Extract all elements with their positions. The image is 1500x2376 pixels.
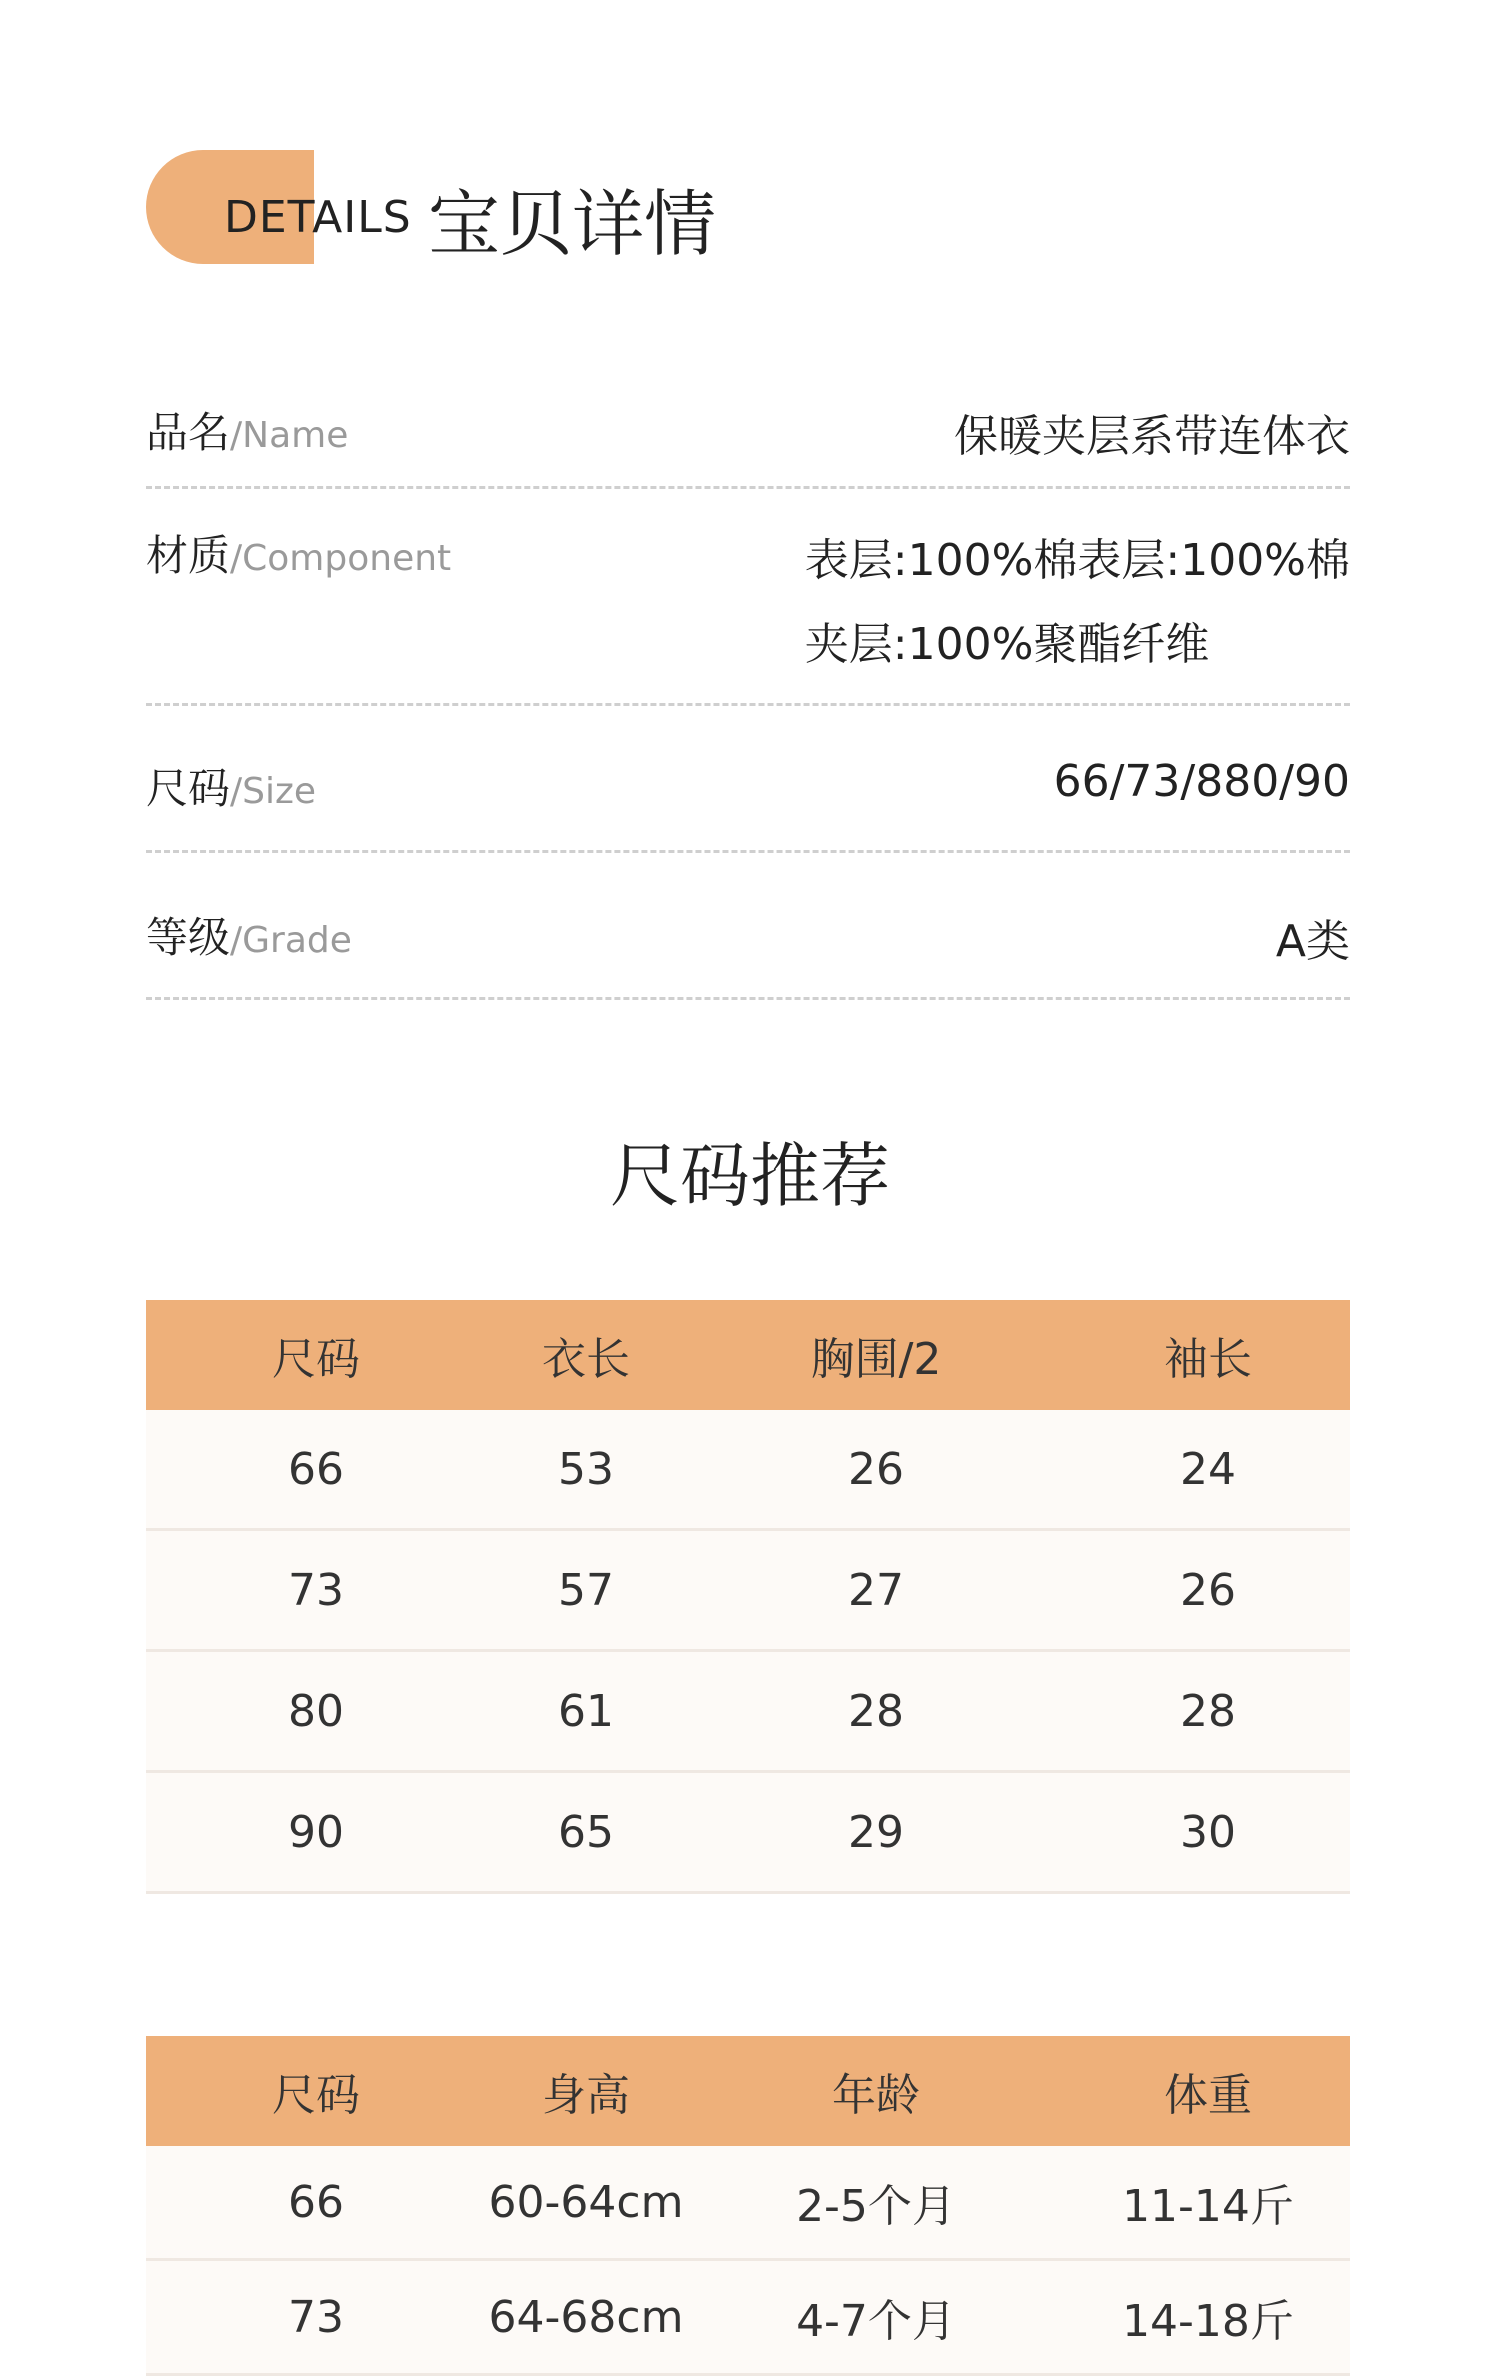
label-cn: 尺码 bbox=[146, 764, 231, 813]
info-value-name: 保暖夹层系带连体衣 bbox=[954, 411, 1350, 462]
table-cell: 26 bbox=[848, 1443, 904, 1495]
info-value-component bbox=[805, 519, 1350, 687]
component-line-1: 表层:100%棉表层:100%棉 bbox=[804, 535, 1350, 586]
table-row bbox=[146, 1531, 1350, 1652]
table-cell: 11-14斤 bbox=[1122, 2181, 1294, 2232]
table-row bbox=[146, 1652, 1350, 1773]
table-cell: 57 bbox=[558, 1564, 614, 1616]
table-cell: 73 bbox=[288, 2291, 344, 2343]
size-measurement-table bbox=[146, 1300, 1350, 1894]
table-header-cell: 尺码 bbox=[272, 2070, 360, 2121]
label-en: /Name bbox=[230, 415, 349, 456]
table-cell: 65 bbox=[558, 1806, 614, 1858]
size-recommendation-title: 尺码推荐 bbox=[610, 1135, 890, 1217]
info-row-size bbox=[146, 706, 1350, 853]
table-cell: 60-64cm bbox=[488, 2176, 684, 2228]
table-cell: 73 bbox=[288, 1564, 344, 1616]
component-line-2: 夹层:100%聚酯纤维 bbox=[804, 619, 1210, 670]
table-cell: 64-68cm bbox=[488, 2291, 684, 2343]
table-cell: 30 bbox=[1180, 1806, 1236, 1858]
table-cell: 24 bbox=[1180, 1443, 1236, 1495]
table-cell: 28 bbox=[848, 1685, 904, 1737]
table-header-cell: 体重 bbox=[1164, 2070, 1252, 2121]
table-header-cell: 尺码 bbox=[272, 1334, 360, 1385]
table-cell: 66 bbox=[288, 2176, 344, 2228]
info-row-grade bbox=[146, 853, 1350, 1000]
table-row bbox=[146, 2261, 1350, 2376]
table-cell: 53 bbox=[558, 1443, 614, 1495]
table-cell: 26 bbox=[1180, 1564, 1236, 1616]
table-cell: 90 bbox=[288, 1806, 344, 1858]
info-value-grade: A类 bbox=[1275, 916, 1350, 967]
label-en: /Component bbox=[230, 538, 452, 579]
size-age-table bbox=[146, 2036, 1350, 2376]
table-header-cell: 胸围/2 bbox=[810, 1334, 942, 1385]
table-row bbox=[146, 1773, 1350, 1894]
info-label-grade bbox=[146, 905, 352, 965]
info-row-component bbox=[146, 489, 1350, 706]
table-cell: 66 bbox=[288, 1443, 344, 1495]
info-label-size bbox=[146, 756, 316, 816]
label-en: /Grade bbox=[230, 920, 352, 961]
table-cell: 4-7个月 bbox=[796, 2296, 956, 2347]
product-info-list bbox=[146, 370, 1350, 1000]
label-cn: 材质 bbox=[146, 531, 231, 580]
details-header bbox=[146, 150, 846, 266]
table-header-cell: 衣长 bbox=[542, 1334, 630, 1385]
table-cell: 14-18斤 bbox=[1122, 2296, 1294, 2347]
table-cell: 27 bbox=[848, 1564, 904, 1616]
info-label-name bbox=[146, 400, 348, 460]
table-cell: 29 bbox=[848, 1806, 904, 1858]
table-cell: 80 bbox=[288, 1685, 344, 1737]
info-row-name bbox=[146, 370, 1350, 489]
table-header-cell: 身高 bbox=[542, 2070, 630, 2121]
label-cn: 品名 bbox=[146, 408, 231, 457]
table-header-cell: 袖长 bbox=[1164, 1334, 1252, 1385]
header-cn-title: 宝贝详情 bbox=[428, 182, 717, 266]
header-en-title: DETAILS bbox=[224, 192, 412, 243]
table-row bbox=[146, 2146, 1350, 2261]
table-cell: 61 bbox=[558, 1685, 614, 1737]
table-cell: 28 bbox=[1180, 1685, 1236, 1737]
table-header bbox=[146, 1300, 1350, 1410]
label-cn: 等级 bbox=[146, 913, 231, 962]
label-en: /Size bbox=[230, 771, 317, 812]
table-cell: 2-5个月 bbox=[796, 2181, 956, 2232]
table-row bbox=[146, 1410, 1350, 1531]
info-value-size: 66/73/880/90 bbox=[1053, 756, 1350, 807]
table-header bbox=[146, 2036, 1350, 2146]
info-label-component bbox=[146, 523, 451, 583]
table-header-cell: 年龄 bbox=[832, 2070, 920, 2121]
